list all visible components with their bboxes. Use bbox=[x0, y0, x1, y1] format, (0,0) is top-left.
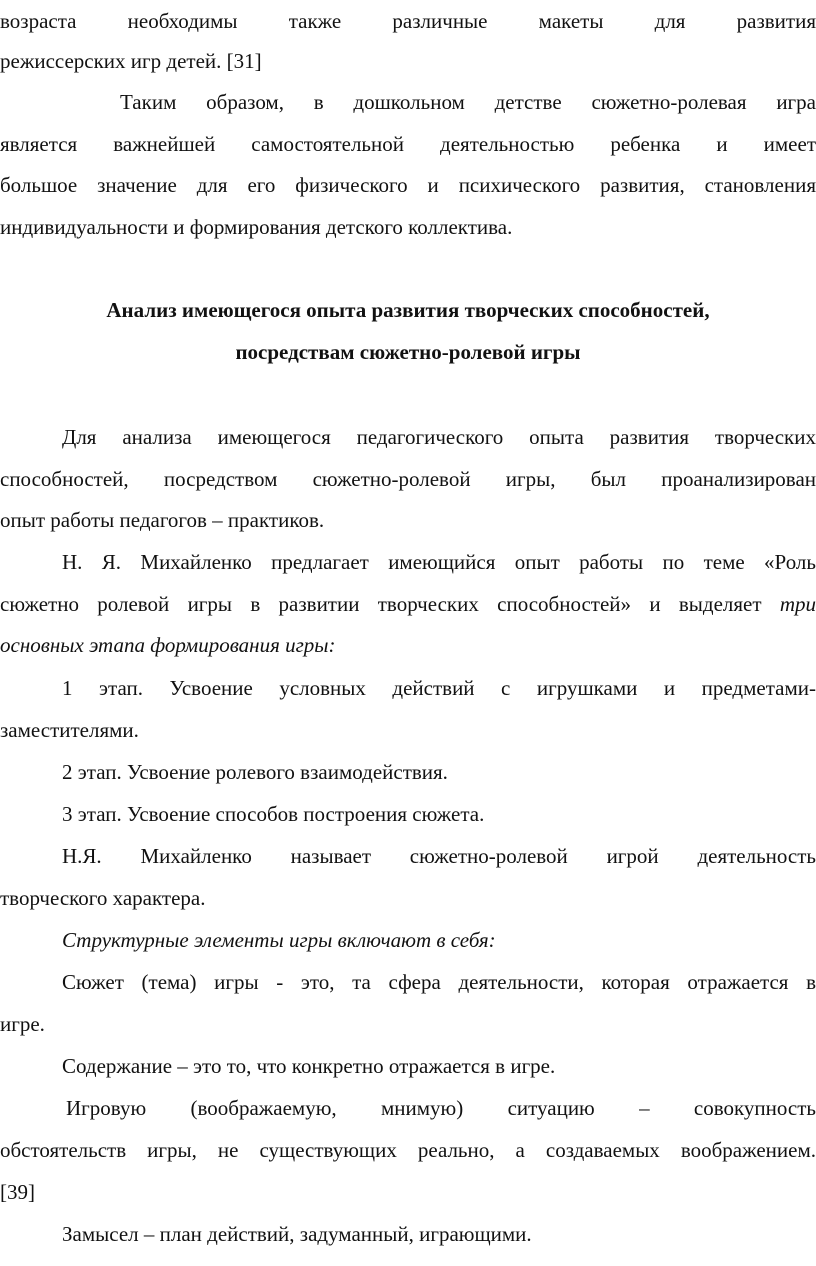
paragraph-line: возраста необходимы также различные макеты для развития bbox=[0, 9, 816, 33]
paragraph-line: Для анализа имеющегося педагогического опыта развития творческих bbox=[62, 425, 816, 449]
paragraph-line bbox=[0, 589, 816, 619]
paragraph-line: творческого характера. bbox=[0, 886, 206, 910]
paragraph-line: Замысел – план действий, задуманный, играющими. bbox=[62, 1222, 532, 1246]
paragraph-line: Игровую (воображаемую, мнимую) ситуацию – совокупность bbox=[66, 1096, 816, 1120]
paragraph-line: является важнейшей самостоятельной деятельностью ребенка и имеет bbox=[0, 132, 816, 156]
paragraph-line: режиссерских игр детей. [31] bbox=[0, 49, 262, 73]
stage-item: 2 этап. Усвоение ролевого взаимодействия. bbox=[62, 760, 448, 784]
stage-item: заместителями. bbox=[0, 718, 139, 742]
paragraph-line: игре. bbox=[0, 1012, 45, 1036]
paragraph-line: большое значение для его физического и психического развития, становления bbox=[0, 173, 816, 197]
paragraph-line: Н. Я. Михайленко предлагает имеющийся опыт работы по теме «Роль bbox=[62, 550, 816, 574]
emphasis-text: три bbox=[779, 592, 816, 616]
paragraph-line: Содержание – это то, что конкретно отражается в игре. bbox=[62, 1054, 556, 1078]
paragraph-line: Н.Я. Михайленко называет сюжетно-ролевой игрой деятельность bbox=[62, 844, 816, 868]
structure-heading: Структурные элементы игры включают в себя: bbox=[62, 928, 496, 952]
paragraph-text: сюжетно ролевой игры в развитии творческих способностей» и выделяет bbox=[0, 592, 762, 616]
paragraph-line: Таким образом, в дошкольном детстве сюжетно-ролевая игра bbox=[120, 90, 816, 114]
section-heading: посредствам сюжетно-ролевой игры bbox=[235, 340, 581, 364]
emphasis-line: основных этапа формирования игры: bbox=[0, 633, 336, 657]
paragraph-line: опыт работы педагогов – практиков. bbox=[0, 508, 325, 532]
paragraph-line: [39] bbox=[0, 1180, 35, 1204]
paragraph-line: Сюжет (тема) игры - это, та сфера деятельности, которая отражается в bbox=[62, 970, 816, 994]
paragraph-line: обстоятельств игры, не существующих реально, а создаваемых воображением. bbox=[0, 1138, 816, 1162]
stage-item: 3 этап. Усвоение способов построения сюжета. bbox=[62, 802, 485, 826]
section-heading: Анализ имеющегося опыта развития творческих способностей, bbox=[106, 298, 710, 322]
paragraph-line: способностей, посредством сюжетно-ролевой игры, был проанализирован bbox=[0, 467, 816, 491]
paragraph-line: индивидуальности и формирования детского коллектива. bbox=[0, 215, 513, 239]
stage-item: 1 этап. Усвоение условных действий с игрушками и предметами- bbox=[62, 676, 816, 700]
